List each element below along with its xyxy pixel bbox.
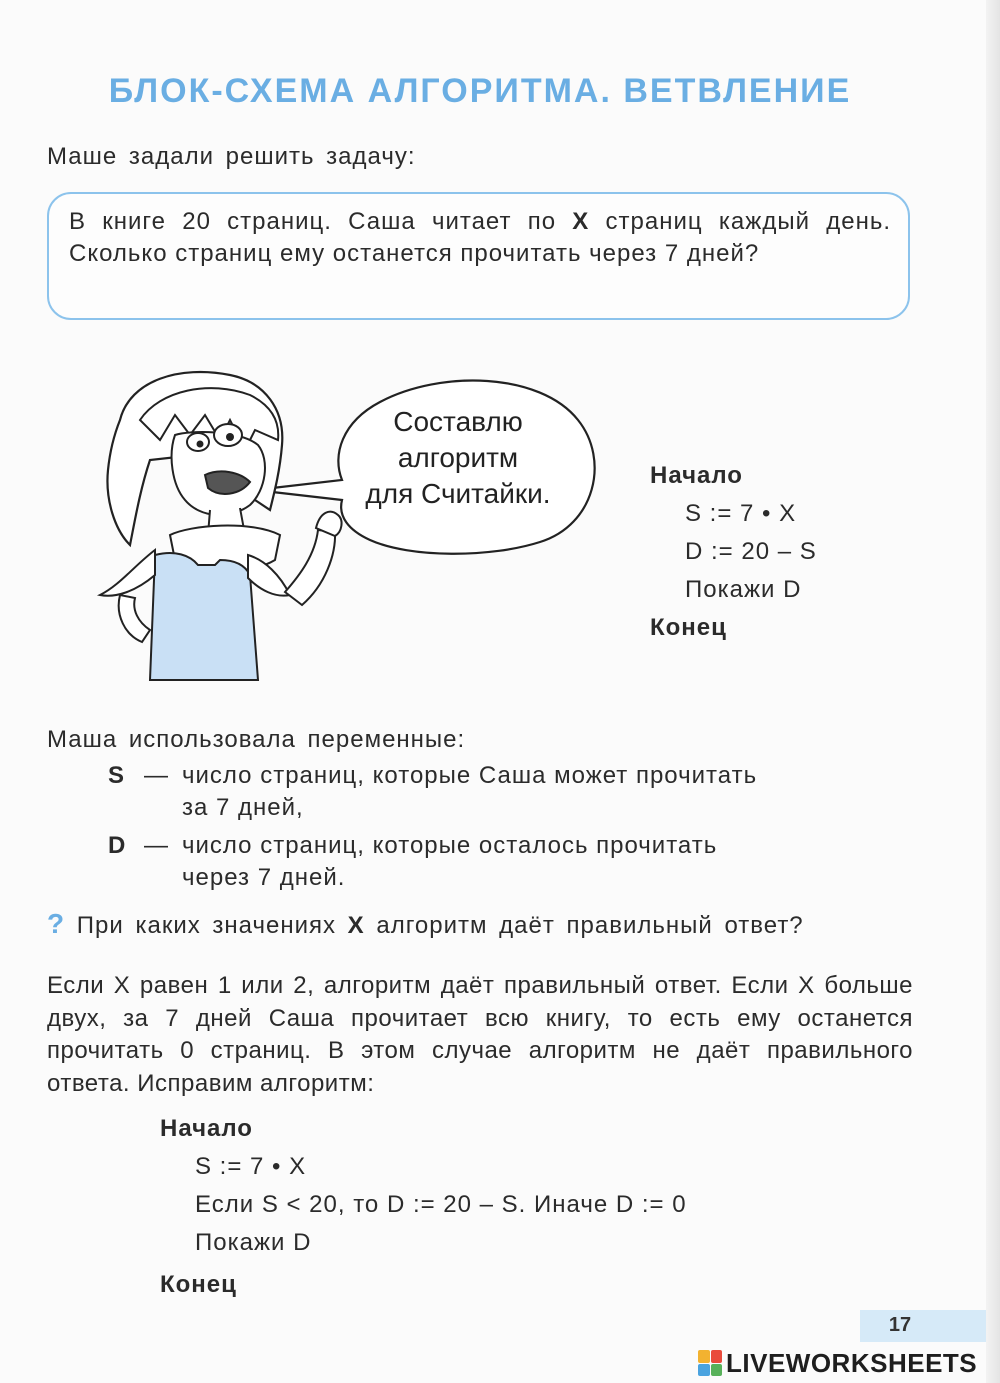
question-part2: алгоритм даёт правильный ответ? (364, 912, 804, 939)
algorithm-1-end: Конец (650, 614, 727, 641)
task-text-part2: страниц каждый день. Сколько страниц ему останется прочитать через 7 дней? (69, 208, 891, 267)
variable-d-dash: — (144, 832, 169, 859)
variable-d-desc-line-1: число страниц, которые осталось прочитать (182, 832, 718, 859)
variable-s-dash: — (144, 762, 169, 789)
task-text-part1: В книге 20 страниц. Саша читает по (69, 208, 573, 235)
page-title: БЛОК-СХЕМА АЛГОРИТМА. ВЕТВЛЕНИЕ (108, 72, 852, 110)
variables-intro: Маша использовала переменные: (47, 726, 466, 753)
algorithm-2-line-1: S := 7 • X (195, 1153, 307, 1180)
question-part1: При каких значениях (76, 912, 348, 939)
liveworksheets-logo-icon (698, 1350, 722, 1376)
speech-line-3: для Считайки. (365, 478, 551, 509)
algorithm-1-line-3: Покажи D (685, 576, 802, 603)
variable-d-symbol: D (108, 832, 127, 859)
variable-s-desc-line-2: за 7 дней, (182, 794, 304, 821)
algorithm-2-line-2: Если S < 20, то D := 20 – S. Иначе D := 0 (195, 1191, 687, 1218)
algorithm-2-line-3: Покажи D (195, 1229, 312, 1256)
intro-text: Маше задали решить задачу: (47, 143, 416, 170)
question-mark-icon: ? (47, 908, 66, 939)
task-box (47, 192, 910, 320)
algorithm-1-line-2: D := 20 – S (685, 538, 817, 565)
algorithm-2-end: Конец (160, 1271, 237, 1298)
page-edge (986, 0, 1000, 1383)
algorithm-1 (650, 462, 817, 652)
watermark-text: LIVEWORKSHEETS (726, 1347, 978, 1378)
girl-dress (150, 553, 258, 680)
speech-text (348, 404, 568, 512)
algorithm-1-start: Начало (650, 462, 743, 489)
speech-line-2: алгоритм (397, 442, 519, 473)
algorithm-2-start: Начало (160, 1115, 253, 1142)
algorithm-2 (160, 1115, 687, 1309)
page-number: 17 (888, 1314, 912, 1336)
variable-d-desc-line-2: через 7 дней. (182, 864, 346, 891)
task-text (69, 206, 891, 270)
task-variable: X (572, 208, 590, 235)
question (47, 908, 804, 942)
algorithm-1-line-1: S := 7 • X (685, 500, 797, 527)
question-variable: X (347, 912, 365, 939)
page-number-tab (860, 1310, 986, 1342)
variable-s-desc-line-1: число страниц, которые Саша может прочитать (182, 762, 758, 789)
variable-s (108, 760, 868, 830)
liveworksheets-watermark[interactable] (698, 1348, 977, 1378)
speech-line-1: Составлю (393, 406, 523, 437)
explanation-paragraph: Если X равен 1 или 2, алгоритм даёт правильный ответ. Если X больше двух, за 7 дней Саша прочитает всю книгу, то есть ему останется прочитать 0 страниц. В этом случае алгоритм не даёт правильного ответа. Исправим алгоритм: (47, 972, 913, 1097)
variable-s-symbol: S (108, 762, 126, 789)
variable-d (108, 830, 868, 900)
